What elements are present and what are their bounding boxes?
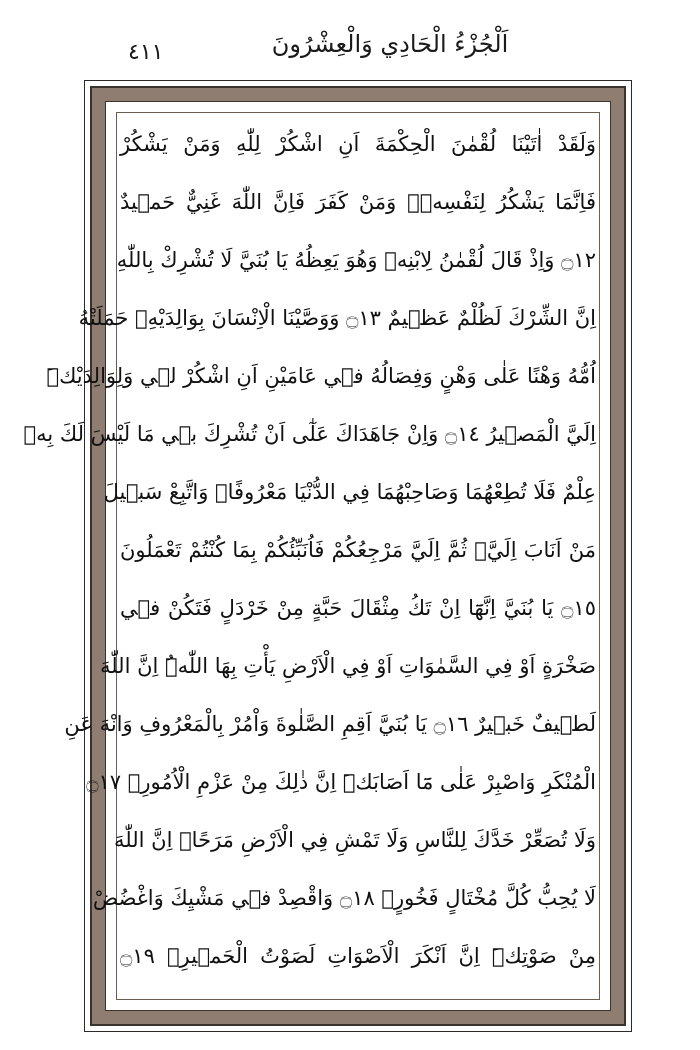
- text-line-10: صَخْرَةٍ اَوْ فِي السَّمٰوَاتِ اَوْ فِي الْاَرْضِ يَأْتِ بِهَا اللّٰهُۜ اِنَّ اللّٰهَ: [99, 654, 596, 678]
- text-line-7: عِلْمٌ فَلَا تُطِعْهُمَا وَصَاحِبْهُمَا فِي الدُّنْيَا مَعْرُوفًاۘ وَاتَّبِعْ سَب۪يلَ: [103, 480, 596, 504]
- text-line-9: ۝١٥ يَا بُنَيَّ اِنَّهَٓا اِنْ تَكُ مِثْقَالَ حَبَّةٍ مِنْ خَرْدَلٍ فَتَكُنْ ف۪ي: [120, 596, 596, 620]
- juz-title: اَلْجُزْءُ الْحَادِي وَالْعِشْرُونَ: [271, 30, 509, 58]
- text-line-14: لَا يُحِبُّ كُلَّ مُخْتَالٍ فَخُورٍۚ ۝١٨ وَاقْصِدْ ف۪ي مَشْيِكَ وَاغْضُضْ: [92, 886, 596, 910]
- text-line-5: اُمُّهُ وَهْنًا عَلٰى وَهْنٍ وَفِصَالُهُ ف۪ي عَامَيْنِ اَنِ اشْكُرْ ل۪ي وَلِوَالِدَيْكَۜ: [46, 364, 596, 388]
- text-line-6: اِلَيَّ الْمَص۪يرُ ۝١٤ وَاِنْ جَاهَدَاكَ عَلٰٓى اَنْ تُشْرِكَ ب۪ي مَا لَيْسَ لَكَ بِه۪: [23, 422, 596, 446]
- text-line-15: مِنْ صَوْتِكَۜ اِنَّ اَنْكَرَ الْاَصْوَاتِ لَصَوْتُ الْحَم۪يرِ۟ ۝١٩: [120, 944, 596, 968]
- text-line-11: لَط۪يفٌ خَب۪يرٌ ۝١٦ يَا بُنَيَّ اَقِمِ الصَّلٰوةَ وَاْمُرْ بِالْمَعْرُوفِ وَانْهَ عَنِ: [64, 712, 596, 736]
- text-line-4: اِنَّ الشِّرْكَ لَظُلْمٌ عَظ۪يمٌ ۝١٣ وَوَصَّيْنَا الْاِنْسَانَ بِوَالِدَيْهِۚ حَمَلَتْهُ: [78, 306, 596, 330]
- page-number: ٤١١: [128, 40, 164, 65]
- page-header: [0, 0, 700, 80]
- text-line-13: وَلَا تُصَعِّرْ خَدَّكَ لِلنَّاسِ وَلَا تَمْشِ فِي الْاَرْضِ مَرَحًاۜ اِنَّ اللّٰهَ: [114, 828, 596, 852]
- text-line-2: فَاِنَّمَا يَشْكُرُ لِنَفْسِه۪ۚ وَمَنْ كَفَرَ فَاِنَّ اللّٰهَ غَنِيٌّ حَم۪يدٌ: [120, 190, 596, 214]
- text-line-1: وَلَقَدْ اٰتَيْنَا لُقْمٰنَ الْحِكْمَةَ اَنِ اشْكُرْ لِلّٰهِ وَمَنْ يَشْكُرْ: [120, 132, 596, 156]
- text-line-3: ۝١٢ وَاِذْ قَالَ لُقْمٰنُ لِابْنِه۪ وَهُوَ يَعِظُهُ يَا بُنَيَّ لَا تُشْرِكْ بِاللّٰهِ: [116, 248, 596, 272]
- text-line-8: مَنْ اَنَابَ اِلَيَّۚ ثُمَّ اِلَيَّ مَرْجِعُكُمْ فَاُنَبِّئُكُمْ بِمَا كُنْتُمْ تَعْمَلُونَ: [120, 538, 596, 562]
- text-line-12: الْمُنْكَرِ وَاصْبِرْ عَلٰى مَٓا اَصَابَكَۜ اِنَّ ذٰلِكَ مِنْ عَزْمِ الْاُمُورِۚ ۝١٧: [86, 770, 596, 794]
